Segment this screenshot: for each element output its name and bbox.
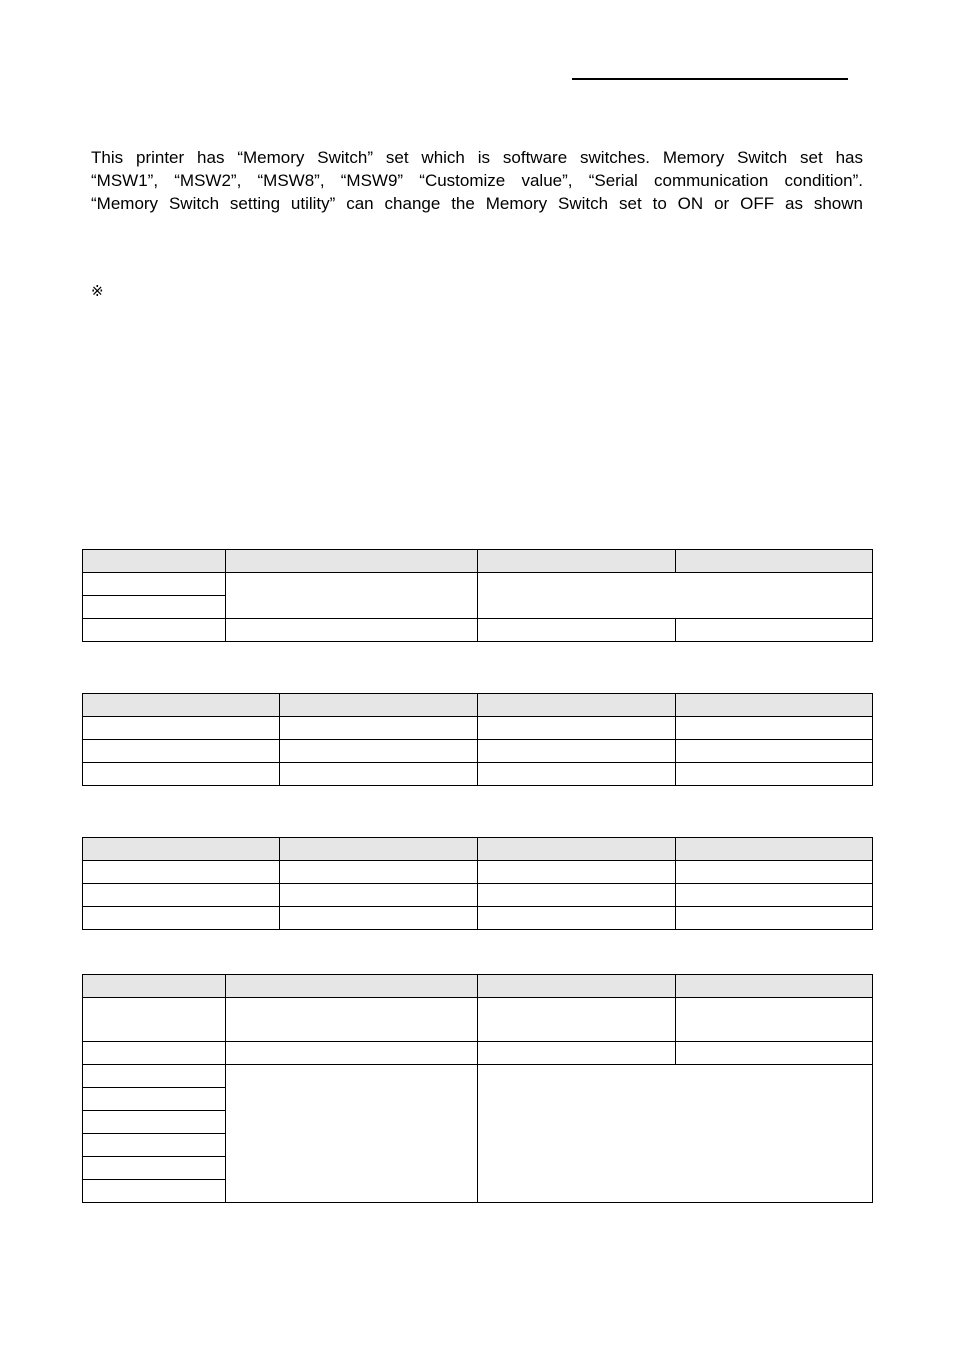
intro-line-3: “Memory Switch setting utility” can change the Memory Switch set to ON or OFF as shown xyxy=(91,194,863,213)
table-cell xyxy=(83,740,280,763)
table-cell xyxy=(83,717,280,740)
table-cell xyxy=(83,619,226,642)
table-cell xyxy=(478,861,676,884)
table-cell xyxy=(280,763,478,786)
table-cell xyxy=(280,884,478,907)
table-cell xyxy=(676,884,873,907)
header-cell xyxy=(83,694,280,717)
table-cell xyxy=(280,740,478,763)
table-header-row xyxy=(83,694,873,717)
table-cell-merged xyxy=(226,573,478,619)
header-cell xyxy=(83,550,226,573)
header-rule xyxy=(572,78,848,80)
table-cell xyxy=(478,884,676,907)
table-cell xyxy=(83,1134,226,1157)
table-header-row xyxy=(83,975,873,998)
table-cell xyxy=(83,884,280,907)
table-msw1 xyxy=(82,549,873,642)
header-cell xyxy=(478,694,676,717)
header-cell xyxy=(676,838,873,861)
table-row xyxy=(83,1042,873,1065)
header-cell xyxy=(676,975,873,998)
table-cell xyxy=(478,907,676,930)
table-msw2 xyxy=(82,693,873,786)
header-cell xyxy=(226,975,478,998)
table-cell-merged xyxy=(478,573,873,619)
header-cell xyxy=(676,694,873,717)
intro-line-1: This printer has “Memory Switch” set which is software switches. Memory Switch set has xyxy=(91,148,863,167)
table-cell xyxy=(83,1088,226,1111)
table-cell xyxy=(478,619,676,642)
table-row xyxy=(83,884,873,907)
table-cell xyxy=(280,907,478,930)
header-cell xyxy=(478,838,676,861)
table-cell xyxy=(83,763,280,786)
table-header-row xyxy=(83,550,873,573)
table-cell xyxy=(83,1180,226,1203)
table-cell xyxy=(676,861,873,884)
table-row xyxy=(83,907,873,930)
table-msw9 xyxy=(82,974,873,1203)
table-cell-merged xyxy=(226,1065,478,1203)
header-cell xyxy=(280,838,478,861)
table-msw8 xyxy=(82,837,873,930)
header-cell xyxy=(226,550,478,573)
note-mark-icon: ※ xyxy=(91,283,104,300)
header-cell xyxy=(83,975,226,998)
table-row xyxy=(83,717,873,740)
table-cell xyxy=(676,763,873,786)
table-cell xyxy=(83,907,280,930)
table-cell xyxy=(83,1157,226,1180)
table-cell xyxy=(226,1042,478,1065)
table-cell xyxy=(478,740,676,763)
table-cell-merged xyxy=(478,1065,873,1203)
table-cell xyxy=(676,1042,873,1065)
table-row xyxy=(83,861,873,884)
table-cell xyxy=(676,907,873,930)
table-cell xyxy=(83,1065,226,1088)
table-cell xyxy=(280,861,478,884)
table-cell xyxy=(676,740,873,763)
intro-paragraph xyxy=(91,146,863,215)
header-cell xyxy=(478,550,676,573)
table-header-row xyxy=(83,838,873,861)
table-cell xyxy=(83,1042,226,1065)
table-row xyxy=(83,619,873,642)
intro-line-2: “MSW1”, “MSW2”, “MSW8”, “MSW9” “Customize value”, “Serial communication condition”. xyxy=(91,171,863,190)
header-cell xyxy=(280,694,478,717)
table-cell xyxy=(83,573,226,596)
table-row xyxy=(83,1065,873,1088)
table-cell xyxy=(226,998,478,1042)
table-cell xyxy=(478,717,676,740)
table-cell xyxy=(226,619,478,642)
table-cell xyxy=(676,619,873,642)
table-cell xyxy=(83,998,226,1042)
table-row xyxy=(83,763,873,786)
table-cell xyxy=(676,998,873,1042)
table-cell xyxy=(676,717,873,740)
table-cell xyxy=(83,596,226,619)
table-cell xyxy=(83,1111,226,1134)
table-row xyxy=(83,573,873,596)
table-cell xyxy=(83,861,280,884)
table-cell xyxy=(280,717,478,740)
header-cell xyxy=(676,550,873,573)
header-cell xyxy=(83,838,280,861)
header-cell xyxy=(478,975,676,998)
table-row xyxy=(83,740,873,763)
table-cell xyxy=(478,763,676,786)
table-cell xyxy=(478,1042,676,1065)
table-row xyxy=(83,998,873,1042)
table-cell xyxy=(478,998,676,1042)
